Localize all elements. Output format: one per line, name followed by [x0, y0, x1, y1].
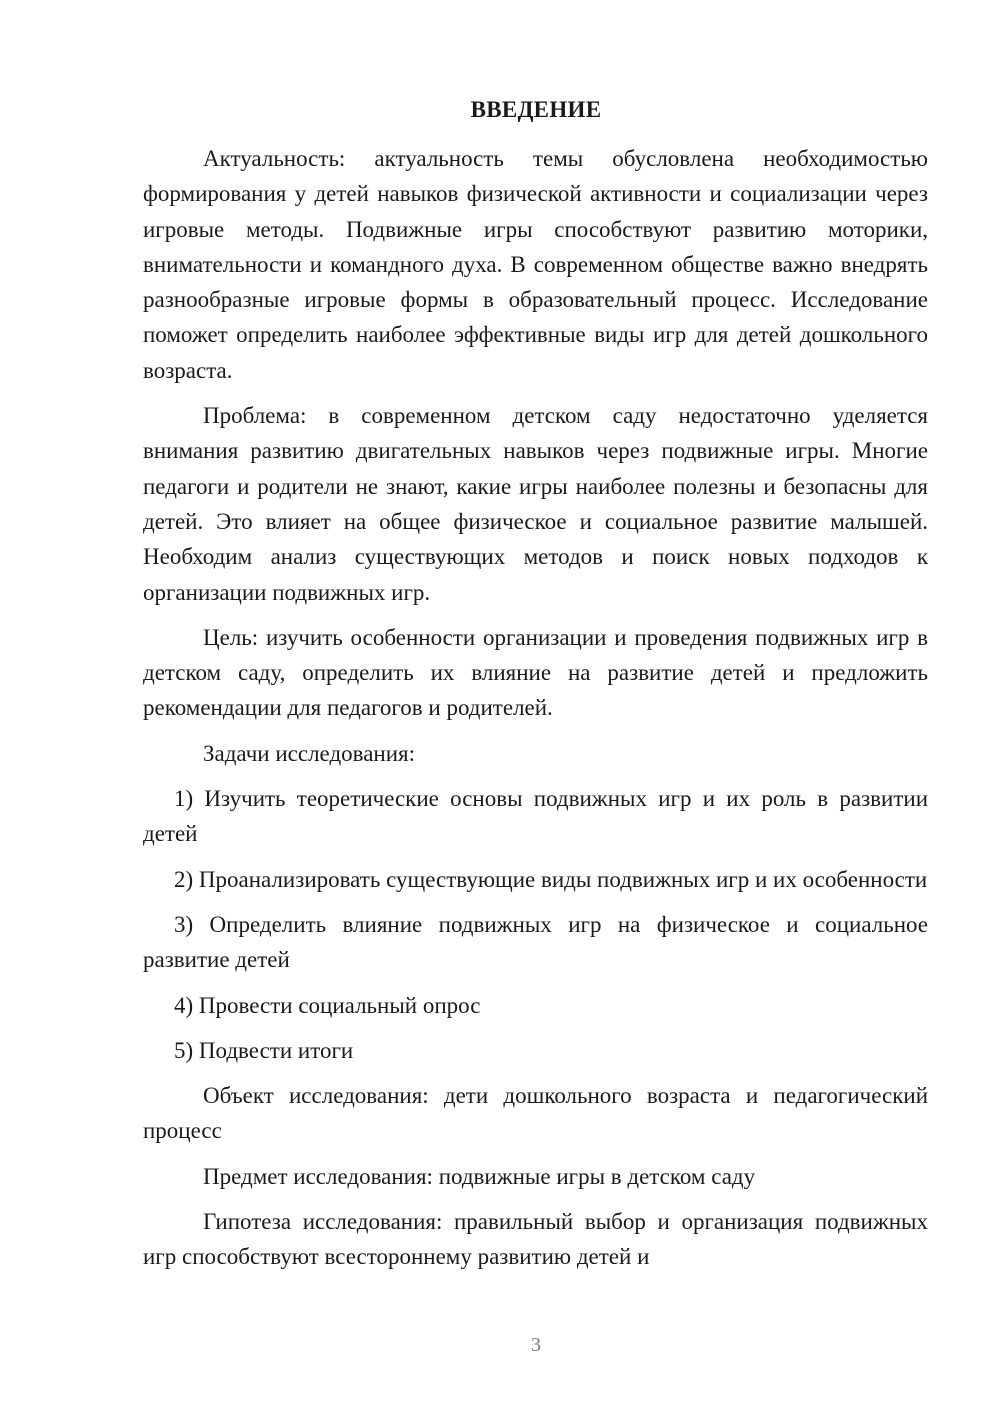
task-item-5: 5) Подвести итоги — [174, 1037, 354, 1063]
body-text — [143, 141, 928, 1275]
paragraph-hypothesis: Гипотеза исследования: правильный выбор и организация подвижных игр способствуют всестороннему развитию детей и — [143, 1209, 928, 1270]
task-item-3: 3) Определить влияние подвижных игр на физическое и социальное развитие детей — [143, 911, 928, 973]
task-item-2: 2) Проанализировать существующие виды подвижных игр и их особенности — [174, 866, 928, 892]
paragraph-goal: Цель: изучить особенности организации и проведения подвижных игр в детском саду, определить их влияние на развитие детей и предложить рекомендации для педагогов и родителей. — [143, 624, 928, 721]
paragraph-relevance: Актуальность: актуальность темы обусловлена необходимостью формирования у детей навыков физической активности и социализации через игровые методы. Подвижные игры способствуют развитию моторики, внимательности и командного духа. В современном обществе важно внедрять разнообразные игровые формы в образовательный процесс. Исследование поможет определить наиболее эффективные виды игр для детей дошкольного возраста. — [143, 146, 928, 383]
page-number: 3 — [531, 1334, 541, 1356]
section-title: ВВЕДЕНИЕ — [470, 97, 602, 122]
paragraph-object: Объект исследования: дети дошкольного возраста и педагогический процесс — [143, 1083, 928, 1144]
task-item-4: 4) Провести социальный опрос — [174, 992, 481, 1018]
tasks-heading: Задачи исследования: — [203, 740, 416, 766]
paragraph-subject: Предмет исследования: подвижные игры в детском саду — [203, 1163, 756, 1189]
paragraph-problem: Проблема: в современном детском саду недостаточно уделяется внимания развитию двигательных навыков через подвижные игры. Многие педагоги и родители не знают, какие игры наиболее полезны и безопасны для детей. Это влияет на общее физическое и социальное развитие малышей. Необходим анализ существующих методов и поиск новых подходов к организации подвижных игр. — [143, 403, 928, 605]
task-item-1: 1) Изучить теоретические основы подвижных игр и их роль в развитии детей — [143, 786, 928, 847]
